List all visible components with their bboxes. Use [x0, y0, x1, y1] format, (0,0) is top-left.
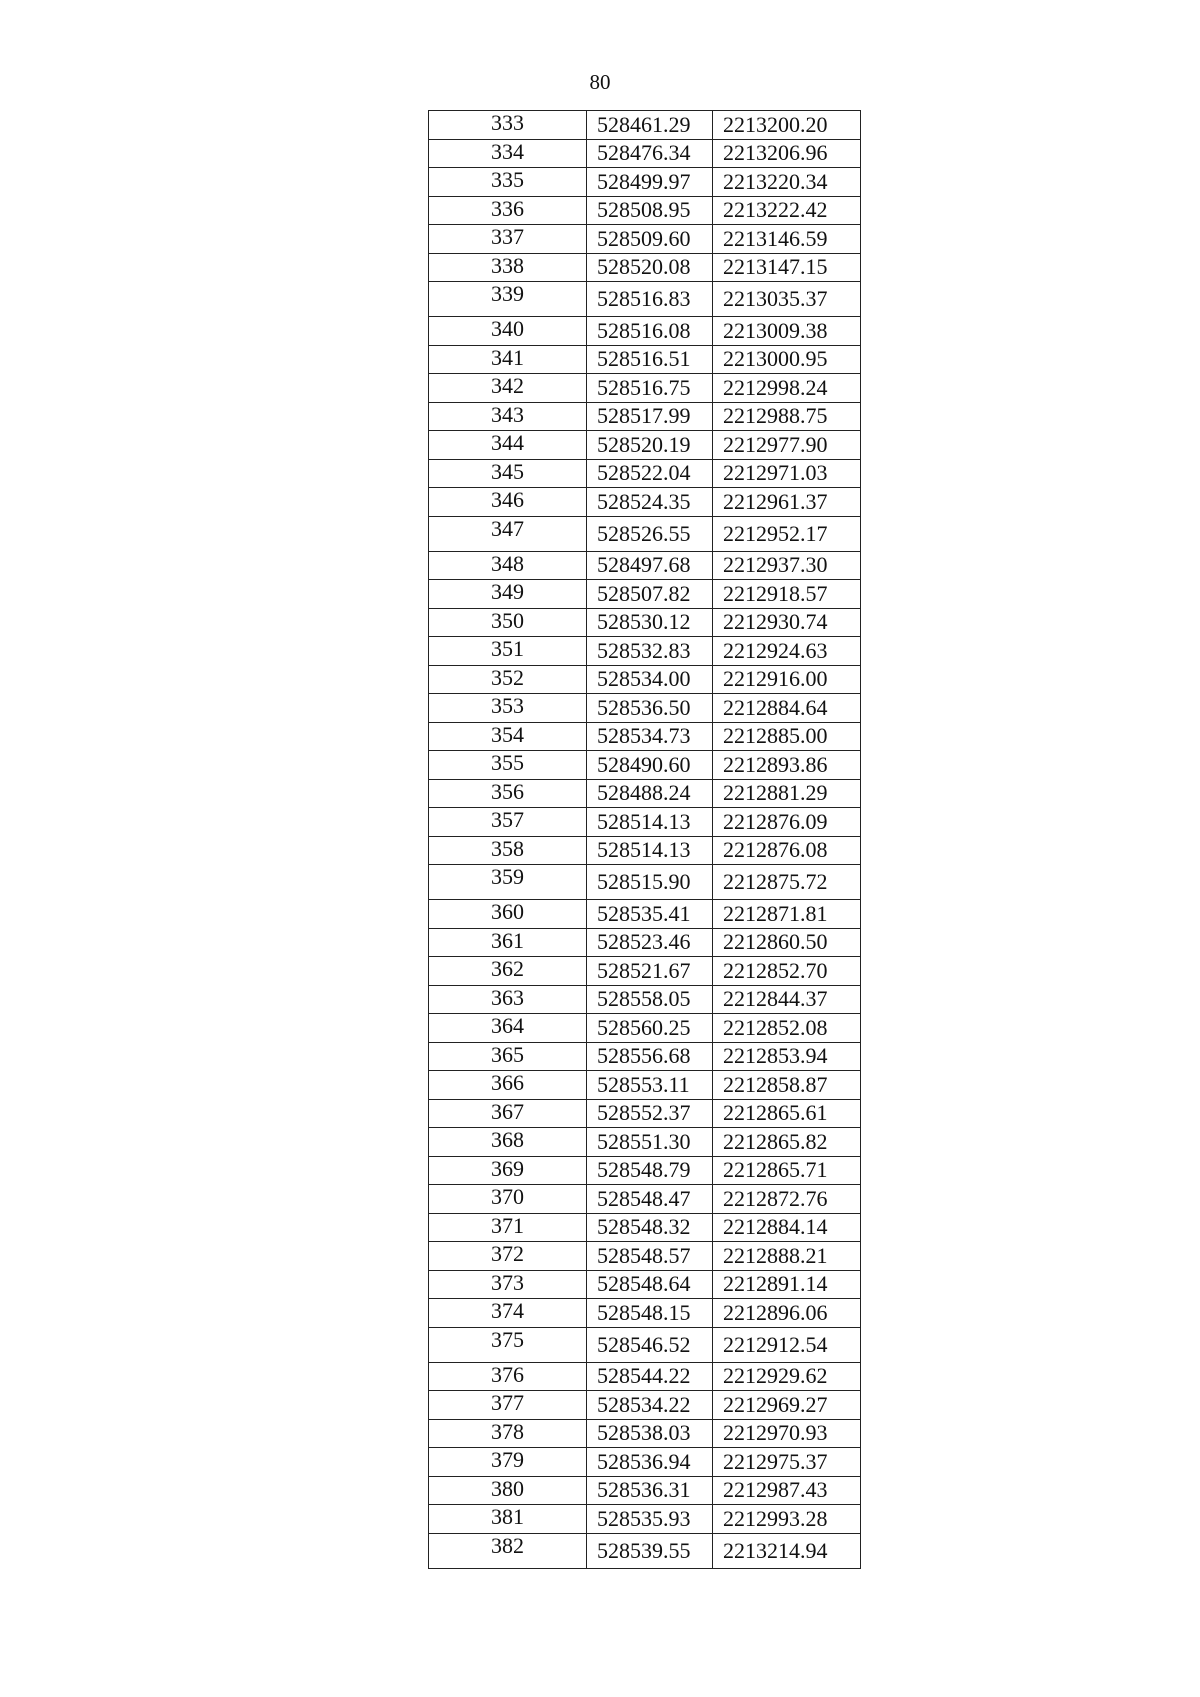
coordinates-table — [428, 110, 861, 1569]
x-coordinate-cell: 528461.29 — [587, 111, 713, 140]
point-number-cell: 379 — [429, 1448, 587, 1477]
x-coordinate-cell: 528548.47 — [587, 1185, 713, 1214]
point-number-cell: 360 — [429, 900, 587, 929]
point-number-cell: 365 — [429, 1042, 587, 1071]
x-coordinate-cell: 528548.57 — [587, 1242, 713, 1271]
table-row — [429, 168, 861, 197]
table-row — [429, 722, 861, 751]
point-number-cell: 362 — [429, 957, 587, 986]
point-number-cell: 376 — [429, 1362, 587, 1391]
x-coordinate-cell: 528524.35 — [587, 488, 713, 517]
y-coordinate-cell: 2212888.21 — [713, 1242, 861, 1271]
x-coordinate-cell: 528546.52 — [587, 1327, 713, 1362]
y-coordinate-cell: 2212961.37 — [713, 488, 861, 517]
point-number-cell: 355 — [429, 751, 587, 780]
point-number-cell: 377 — [429, 1391, 587, 1420]
point-number-cell: 351 — [429, 637, 587, 666]
y-coordinate-cell: 2212875.72 — [713, 865, 861, 900]
table-row — [429, 865, 861, 900]
y-coordinate-cell: 2212871.81 — [713, 900, 861, 929]
table-row — [429, 1327, 861, 1362]
x-coordinate-cell: 528516.51 — [587, 345, 713, 374]
y-coordinate-cell: 2213220.34 — [713, 168, 861, 197]
table-row — [429, 608, 861, 637]
table-row — [429, 1242, 861, 1271]
table-row — [429, 665, 861, 694]
table-row — [429, 1071, 861, 1100]
y-coordinate-cell: 2212993.28 — [713, 1505, 861, 1534]
y-coordinate-cell: 2212872.76 — [713, 1185, 861, 1214]
y-coordinate-cell: 2212977.90 — [713, 431, 861, 460]
point-number-cell: 347 — [429, 516, 587, 551]
point-number-cell: 354 — [429, 722, 587, 751]
x-coordinate-cell: 528507.82 — [587, 580, 713, 609]
table-row — [429, 779, 861, 808]
point-number-cell: 372 — [429, 1242, 587, 1271]
point-number-cell: 370 — [429, 1185, 587, 1214]
y-coordinate-cell: 2213206.96 — [713, 139, 861, 168]
table-row — [429, 225, 861, 254]
point-number-cell: 339 — [429, 282, 587, 317]
table-row — [429, 253, 861, 282]
y-coordinate-cell: 2212975.37 — [713, 1448, 861, 1477]
point-number-cell: 380 — [429, 1476, 587, 1505]
table-row — [429, 1391, 861, 1420]
y-coordinate-cell: 2212918.57 — [713, 580, 861, 609]
point-number-cell: 374 — [429, 1299, 587, 1328]
table-row — [429, 345, 861, 374]
y-coordinate-cell: 2213222.42 — [713, 196, 861, 225]
table-row — [429, 402, 861, 431]
y-coordinate-cell: 2212929.62 — [713, 1362, 861, 1391]
table-row — [429, 985, 861, 1014]
point-number-cell: 349 — [429, 580, 587, 609]
x-coordinate-cell: 528515.90 — [587, 865, 713, 900]
table-row — [429, 1476, 861, 1505]
x-coordinate-cell: 528551.30 — [587, 1128, 713, 1157]
coordinates-table-body — [429, 111, 861, 1569]
point-number-cell: 361 — [429, 928, 587, 957]
page-number: 80 — [589, 70, 611, 94]
x-coordinate-cell: 528516.83 — [587, 282, 713, 317]
x-coordinate-cell: 528517.99 — [587, 402, 713, 431]
y-coordinate-cell: 2212881.29 — [713, 779, 861, 808]
point-number-cell: 382 — [429, 1533, 587, 1568]
table-row — [429, 1042, 861, 1071]
x-coordinate-cell: 528490.60 — [587, 751, 713, 780]
table-row — [429, 900, 861, 929]
point-number-cell: 381 — [429, 1505, 587, 1534]
x-coordinate-cell: 528548.15 — [587, 1299, 713, 1328]
y-coordinate-cell: 2212971.03 — [713, 459, 861, 488]
point-number-cell: 345 — [429, 459, 587, 488]
y-coordinate-cell: 2212988.75 — [713, 402, 861, 431]
point-number-cell: 343 — [429, 402, 587, 431]
x-coordinate-cell: 528534.73 — [587, 722, 713, 751]
point-number-cell: 333 — [429, 111, 587, 140]
y-coordinate-cell: 2212930.74 — [713, 608, 861, 637]
y-coordinate-cell: 2213147.15 — [713, 253, 861, 282]
y-coordinate-cell: 2212885.00 — [713, 722, 861, 751]
y-coordinate-cell: 2212860.50 — [713, 928, 861, 957]
x-coordinate-cell: 528516.75 — [587, 374, 713, 403]
y-coordinate-cell: 2212844.37 — [713, 985, 861, 1014]
x-coordinate-cell: 528514.13 — [587, 836, 713, 865]
y-coordinate-cell: 2213200.20 — [713, 111, 861, 140]
x-coordinate-cell: 528521.67 — [587, 957, 713, 986]
x-coordinate-cell: 528539.55 — [587, 1533, 713, 1568]
point-number-cell: 353 — [429, 694, 587, 723]
y-coordinate-cell: 2212852.70 — [713, 957, 861, 986]
point-number-cell: 373 — [429, 1270, 587, 1299]
table-row — [429, 1448, 861, 1477]
y-coordinate-cell: 2212924.63 — [713, 637, 861, 666]
table-row — [429, 459, 861, 488]
table-row — [429, 1213, 861, 1242]
table-row — [429, 1419, 861, 1448]
x-coordinate-cell: 528516.08 — [587, 317, 713, 346]
table-row — [429, 488, 861, 517]
table-row — [429, 580, 861, 609]
y-coordinate-cell: 2213035.37 — [713, 282, 861, 317]
y-coordinate-cell: 2213009.38 — [713, 317, 861, 346]
table-row — [429, 1014, 861, 1043]
point-number-cell: 342 — [429, 374, 587, 403]
table-row — [429, 1270, 861, 1299]
table-row — [429, 1099, 861, 1128]
table-row — [429, 374, 861, 403]
point-number-cell: 357 — [429, 808, 587, 837]
x-coordinate-cell: 528536.31 — [587, 1476, 713, 1505]
y-coordinate-cell: 2212916.00 — [713, 665, 861, 694]
point-number-cell: 335 — [429, 168, 587, 197]
y-coordinate-cell: 2212884.14 — [713, 1213, 861, 1242]
x-coordinate-cell: 528499.97 — [587, 168, 713, 197]
table-row — [429, 431, 861, 460]
x-coordinate-cell: 528538.03 — [587, 1419, 713, 1448]
table-row — [429, 751, 861, 780]
table-row — [429, 694, 861, 723]
y-coordinate-cell: 2212896.06 — [713, 1299, 861, 1328]
table-row — [429, 1299, 861, 1328]
point-number-cell: 334 — [429, 139, 587, 168]
y-coordinate-cell: 2212952.17 — [713, 516, 861, 551]
x-coordinate-cell: 528536.50 — [587, 694, 713, 723]
y-coordinate-cell: 2212865.71 — [713, 1156, 861, 1185]
x-coordinate-cell: 528553.11 — [587, 1071, 713, 1100]
x-coordinate-cell: 528548.64 — [587, 1270, 713, 1299]
y-coordinate-cell: 2212937.30 — [713, 551, 861, 580]
y-coordinate-cell: 2212912.54 — [713, 1327, 861, 1362]
point-number-cell: 341 — [429, 345, 587, 374]
x-coordinate-cell: 528508.95 — [587, 196, 713, 225]
point-number-cell: 368 — [429, 1128, 587, 1157]
point-number-cell: 346 — [429, 488, 587, 517]
y-coordinate-cell: 2212876.09 — [713, 808, 861, 837]
table-row — [429, 637, 861, 666]
y-coordinate-cell: 2213214.94 — [713, 1533, 861, 1568]
table-row — [429, 928, 861, 957]
table-row — [429, 551, 861, 580]
point-number-cell: 364 — [429, 1014, 587, 1043]
table-row — [429, 1128, 861, 1157]
x-coordinate-cell: 528534.00 — [587, 665, 713, 694]
table-row — [429, 808, 861, 837]
y-coordinate-cell: 2212876.08 — [713, 836, 861, 865]
point-number-cell: 378 — [429, 1419, 587, 1448]
table-row — [429, 516, 861, 551]
point-number-cell: 348 — [429, 551, 587, 580]
y-coordinate-cell: 2212998.24 — [713, 374, 861, 403]
y-coordinate-cell: 2212969.27 — [713, 1391, 861, 1420]
table-row — [429, 317, 861, 346]
table-row — [429, 1185, 861, 1214]
point-number-cell: 344 — [429, 431, 587, 460]
x-coordinate-cell: 528509.60 — [587, 225, 713, 254]
point-number-cell: 359 — [429, 865, 587, 900]
x-coordinate-cell: 528535.93 — [587, 1505, 713, 1534]
table-row — [429, 1505, 861, 1534]
x-coordinate-cell: 528520.08 — [587, 253, 713, 282]
point-number-cell: 336 — [429, 196, 587, 225]
table-row — [429, 139, 861, 168]
y-coordinate-cell: 2212891.14 — [713, 1270, 861, 1299]
point-number-cell: 356 — [429, 779, 587, 808]
table-row — [429, 836, 861, 865]
y-coordinate-cell: 2212893.86 — [713, 751, 861, 780]
x-coordinate-cell: 528544.22 — [587, 1362, 713, 1391]
table-row — [429, 957, 861, 986]
x-coordinate-cell: 528520.19 — [587, 431, 713, 460]
y-coordinate-cell: 2212858.87 — [713, 1071, 861, 1100]
point-number-cell: 340 — [429, 317, 587, 346]
x-coordinate-cell: 528558.05 — [587, 985, 713, 1014]
table-row — [429, 282, 861, 317]
table-row — [429, 1156, 861, 1185]
x-coordinate-cell: 528532.83 — [587, 637, 713, 666]
x-coordinate-cell: 528560.25 — [587, 1014, 713, 1043]
table-row — [429, 1362, 861, 1391]
x-coordinate-cell: 528488.24 — [587, 779, 713, 808]
y-coordinate-cell: 2213146.59 — [713, 225, 861, 254]
y-coordinate-cell: 2212852.08 — [713, 1014, 861, 1043]
x-coordinate-cell: 528514.13 — [587, 808, 713, 837]
x-coordinate-cell: 528534.22 — [587, 1391, 713, 1420]
y-coordinate-cell: 2212884.64 — [713, 694, 861, 723]
y-coordinate-cell: 2212970.93 — [713, 1419, 861, 1448]
x-coordinate-cell: 528548.79 — [587, 1156, 713, 1185]
x-coordinate-cell: 528526.55 — [587, 516, 713, 551]
x-coordinate-cell: 528522.04 — [587, 459, 713, 488]
table-row — [429, 111, 861, 140]
point-number-cell: 350 — [429, 608, 587, 637]
point-number-cell: 375 — [429, 1327, 587, 1362]
y-coordinate-cell: 2212853.94 — [713, 1042, 861, 1071]
x-coordinate-cell: 528548.32 — [587, 1213, 713, 1242]
x-coordinate-cell: 528552.37 — [587, 1099, 713, 1128]
x-coordinate-cell: 528523.46 — [587, 928, 713, 957]
x-coordinate-cell: 528535.41 — [587, 900, 713, 929]
point-number-cell: 363 — [429, 985, 587, 1014]
point-number-cell: 337 — [429, 225, 587, 254]
x-coordinate-cell: 528536.94 — [587, 1448, 713, 1477]
point-number-cell: 338 — [429, 253, 587, 282]
table-row — [429, 196, 861, 225]
y-coordinate-cell: 2212865.61 — [713, 1099, 861, 1128]
y-coordinate-cell: 2212865.82 — [713, 1128, 861, 1157]
y-coordinate-cell: 2212987.43 — [713, 1476, 861, 1505]
x-coordinate-cell: 528497.68 — [587, 551, 713, 580]
point-number-cell: 358 — [429, 836, 587, 865]
point-number-cell: 366 — [429, 1071, 587, 1100]
point-number-cell: 367 — [429, 1099, 587, 1128]
table-row — [429, 1533, 861, 1568]
y-coordinate-cell: 2213000.95 — [713, 345, 861, 374]
x-coordinate-cell: 528476.34 — [587, 139, 713, 168]
x-coordinate-cell: 528530.12 — [587, 608, 713, 637]
point-number-cell: 352 — [429, 665, 587, 694]
x-coordinate-cell: 528556.68 — [587, 1042, 713, 1071]
point-number-cell: 369 — [429, 1156, 587, 1185]
point-number-cell: 371 — [429, 1213, 587, 1242]
